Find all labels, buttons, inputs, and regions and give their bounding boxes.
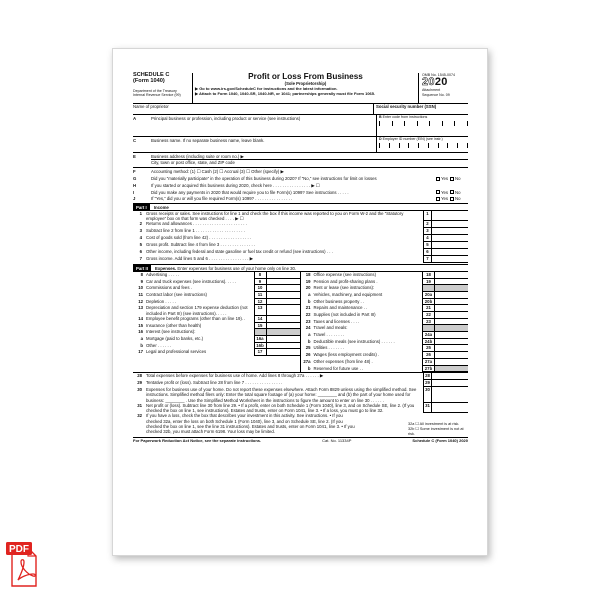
line-box-number: 25 — [422, 345, 435, 352]
line-number: 13 — [138, 305, 143, 311]
line-box-number: 15 — [254, 323, 267, 330]
yes-no-checkboxes — [436, 196, 468, 201]
amount-field[interactable] — [267, 323, 300, 330]
schedule-label: SCHEDULE C — [133, 72, 170, 78]
line-number: 20 — [305, 285, 311, 291]
line-description: Contract labor (see instructions) — [146, 291, 207, 297]
line-description: Expenses for business use of your home. Do not report these expenses elsewhere. Attach Form 8829 unless using the simplified method. See instructions. Simplified method filers only: Enter the total square footage of (a) your home: ________ and (b) the part of your home used for business: ________ . Use the Simplified Method Worksheet in the instructions to figure the amount to enter on line 30 . . . . . . — [146, 387, 417, 403]
line-description: Rent or lease (see instructions): — [313, 285, 375, 291]
total-line — [133, 380, 468, 387]
line-box-number: 8 — [254, 272, 267, 279]
part-2-label: Part II — [133, 265, 151, 271]
line-number: 17 — [138, 349, 143, 355]
question-text: Accounting method: (1) ☐ Cash (2) ☐ Accrual (3) ☐ Other (specify) ▶ — [151, 168, 284, 174]
line-description: Other expenses (from line 48) . — [313, 358, 373, 364]
line-number: 27a — [303, 358, 311, 364]
line-box-number: 1 — [423, 211, 432, 221]
line-a-b-row — [133, 115, 468, 137]
expense-line — [133, 316, 300, 323]
line-number: b — [307, 365, 311, 371]
income-line — [133, 211, 468, 221]
tax-form-page — [112, 48, 488, 556]
attachment-label: Attachment — [422, 88, 441, 93]
expense-line — [133, 292, 300, 299]
amount-field[interactable] — [267, 305, 300, 315]
instructions-line-2: ▶ Attach to Form 1040, 1040-SR, 1040-NR, or 1041; partnerships generally must file Form 1065. — [195, 91, 376, 97]
line-description: Other . . . . . . — [146, 342, 172, 348]
expense-line — [301, 285, 469, 292]
amount-field[interactable] — [267, 343, 300, 350]
question-key: F — [133, 168, 136, 174]
expenses-right-column — [301, 272, 469, 372]
line-description: If you have a loss, check the box that describes your investment in this activity. See instructions. • If you checked 32a, enter the loss on both Schedule 1 (Form 1040), line 3, and on Schedule SE, line 2. (If you checked the box on line 1, see the line 31 instructions). Estates and trusts, enter on Form 1041, line 3. • If you checked 32b, you must attach Form 6198. Your loss may be limited. — [146, 413, 355, 435]
line-number: 30 — [137, 387, 142, 393]
line-description: Deductible meals (see instructions) . . . . . . — [313, 338, 395, 344]
amount-field[interactable] — [435, 279, 468, 286]
line-box-number: 13 — [254, 305, 267, 315]
question-key: J — [133, 196, 136, 202]
expense-line — [133, 349, 300, 356]
part-1-lines — [133, 211, 468, 263]
amount-field[interactable] — [435, 339, 468, 346]
line-description: Total expenses before expenses for business use of home. Add lines 8 through 27a . . . . . . ▶ — [146, 373, 324, 379]
line-e-row — [133, 153, 468, 167]
pdf-file-icon[interactable] — [6, 540, 40, 588]
expense-line — [301, 292, 469, 299]
expense-line — [133, 299, 300, 306]
line-box-number: 11 — [254, 292, 267, 299]
form-header — [133, 73, 468, 104]
line-number: 24 — [305, 325, 311, 331]
line-number: 3 — [139, 228, 142, 234]
expense-line — [301, 332, 469, 339]
line-number: 26 — [305, 352, 311, 358]
no-checkbox[interactable]: No — [450, 196, 461, 201]
expense-line — [301, 339, 469, 346]
amount-field[interactable] — [432, 373, 468, 380]
line-description: Travel and meals: — [313, 325, 348, 331]
line-number: 25 — [305, 345, 311, 351]
line-c-d-row — [133, 137, 468, 153]
yes-checkbox[interactable]: Yes — [436, 176, 448, 181]
department-line-1: Department of the Treasury — [133, 88, 177, 93]
line-box-number: 20a — [422, 292, 435, 299]
amount-field[interactable] — [267, 279, 300, 286]
line-box-number: 18 — [422, 272, 435, 279]
line-description: Legal and professional services — [146, 349, 207, 355]
line-description: Gross receipts or sales. See instructions for line 1 and check the box if this income was reported to you on Form W-2 and the “Statutory employee” box on that form was checked . . . . ▶ ☐ — [146, 210, 404, 222]
line-description: Depreciation and section 179 expense deduction (not included in Part III) (see instructions). . . . . — [146, 305, 248, 316]
question-key: I — [133, 189, 135, 195]
line-box-number: 16a — [254, 336, 267, 343]
line-description: Wages (less employment credits) . — [313, 352, 380, 358]
question-row-j — [133, 196, 468, 203]
question-key: G — [133, 175, 137, 181]
no-checkbox[interactable]: No — [450, 176, 461, 181]
line-description: Taxes and licenses . . . . — [313, 318, 360, 324]
line-box-number — [422, 285, 435, 292]
line-box-number: 26 — [422, 352, 435, 359]
amount-field[interactable] — [267, 349, 300, 356]
tax-year: 2020 — [422, 76, 448, 89]
amount-field[interactable] — [435, 319, 468, 326]
line-box-number: 5 — [423, 242, 432, 249]
line-description: Returns and allowances . . . . . . . . . . . . . . . . . . . . . . . — [146, 221, 247, 227]
name-of-proprietor-field[interactable]: Name of proprietor — [133, 104, 374, 114]
line-number: 2 — [139, 221, 142, 227]
amount-field[interactable] — [435, 312, 468, 319]
footer-notice: For Paperwork Reduction Act Notice, see the separate instructions. — [133, 438, 262, 444]
department-line-2: Internal Revenue Service (99) — [133, 92, 181, 97]
footer-cat-number: Cat. No. 11334P — [322, 438, 352, 444]
line-32b-option[interactable]: 32b ☐ Some investment is not at risk. — [408, 426, 464, 436]
expense-line — [301, 279, 469, 286]
line-number: 10 — [138, 285, 143, 291]
part-1-header — [133, 203, 468, 211]
ssn-field[interactable]: Social security number (SSN) — [376, 104, 437, 109]
name-ssn-row — [133, 104, 468, 115]
question-text: If you started or acquired this business during 2020, check here . . . . . . . . . . . . . . . . ▶ ☐ — [151, 182, 320, 188]
line-number: 32 — [137, 413, 142, 419]
line-box-number: 23 — [422, 319, 435, 326]
line-box-number: 20b — [422, 299, 435, 306]
line-number: 18 — [305, 271, 311, 277]
part-2-title: Expenses. — [154, 265, 177, 271]
line-description: Repairs and maintenance . . — [313, 305, 368, 311]
amount-field — [435, 285, 468, 292]
line-number: 31 — [137, 402, 142, 408]
line-number: 9 — [140, 278, 143, 284]
amount-field[interactable] — [432, 211, 468, 221]
line-box-number: 12 — [254, 299, 267, 306]
line-description: Cost of goods sold (from line 42) . . . . . . . . . . . . . . . . . . — [146, 235, 252, 241]
expense-line — [301, 299, 469, 306]
line-description: Tentative profit or (loss). Subtract line 28 from line 7 . . . . . . . . . . . . . . . . — [146, 380, 283, 386]
amount-field[interactable] — [435, 352, 468, 359]
part-2-columns — [133, 272, 468, 372]
city-state-zip-field[interactable]: City, town or post office, state, and ZIP code — [151, 160, 235, 166]
amount-field[interactable] — [432, 387, 468, 403]
line-number: 29 — [137, 380, 142, 386]
amount-field[interactable] — [435, 292, 468, 299]
no-checkbox[interactable]: No — [450, 190, 461, 195]
line-c-key: C — [133, 138, 137, 143]
line-number: b — [140, 342, 143, 348]
form-label: (Form 1040) — [133, 77, 165, 84]
question-row-g — [133, 175, 468, 182]
line-number: b — [307, 338, 311, 344]
line-number: b — [307, 298, 311, 304]
line-description: Gross profit. Subtract line 4 from line 3 . . . . . . . . . . . . . . . — [146, 242, 256, 248]
line-description: Utilities . . . . . . . — [313, 345, 345, 351]
expense-line — [133, 305, 300, 315]
line-box-number: 21 — [422, 305, 435, 312]
pdf-badge-label: PDF — [9, 544, 29, 555]
question-row-i — [133, 189, 468, 196]
amount-field — [435, 366, 468, 373]
line-number: 19 — [305, 278, 311, 284]
income-line — [133, 235, 468, 242]
line-number: 21 — [305, 305, 311, 311]
line-box-number: 3 — [423, 228, 432, 235]
line-32a-option[interactable]: 32a ☐ All investment is at risk. — [408, 422, 460, 427]
line-box-number: 24b — [422, 339, 435, 346]
expense-line — [133, 343, 300, 350]
line-number: 4 — [139, 235, 142, 241]
line-number: a — [308, 291, 311, 297]
expense-line — [133, 336, 300, 343]
amount-field — [267, 329, 300, 336]
amount-field[interactable] — [432, 403, 468, 413]
line-box-number: 9 — [254, 279, 267, 286]
line-number: 15 — [138, 322, 143, 328]
line-number: 22 — [305, 312, 311, 318]
business-code-field[interactable]: B Enter code from instructions — [376, 115, 468, 136]
business-address-field[interactable]: Business address (including suite or room no.) ▶ — [151, 154, 468, 160]
amount-field[interactable] — [432, 235, 468, 242]
question-text: Did you “materially participate” in the operation of this business during 2020? If “No,” see instructions for limit on losses — [151, 175, 377, 181]
business-name-field[interactable]: Business name. If no separate business name, leave blank. — [151, 138, 265, 143]
amount-field[interactable] — [267, 272, 300, 279]
line-description: Supplies (not included in Part III) — [313, 312, 376, 318]
amount-field[interactable] — [432, 256, 468, 263]
form-subtitle: (Sole Proprietorship) — [284, 81, 327, 87]
amount-field[interactable] — [435, 305, 468, 312]
line-number: 1 — [139, 210, 142, 216]
expense-line — [133, 285, 300, 292]
amount-field[interactable] — [267, 299, 300, 306]
instructions-line-1: ▶ Go to www.irs.gov/ScheduleC for instructions and the latest information. — [195, 86, 338, 92]
line-description: Office expense (see instructions) — [313, 271, 376, 277]
total-line — [133, 387, 468, 403]
line-box-number: 17 — [254, 349, 267, 356]
total-line — [133, 373, 468, 380]
line-box-number — [422, 325, 435, 332]
line-description: Mortgage (paid to banks, etc.) — [146, 335, 204, 341]
principal-business-field[interactable]: Principal business or profession, including product or service (see instructions) — [151, 116, 301, 121]
form-title: Profit or Loss From Business — [248, 72, 363, 81]
part-1-title: Income — [153, 204, 169, 210]
amount-field[interactable] — [267, 316, 300, 323]
expense-line — [301, 325, 469, 332]
line-box-number — [254, 329, 267, 336]
amount-field[interactable] — [435, 345, 468, 352]
expense-line — [133, 329, 300, 336]
line-description: Commissions and fees . — [146, 285, 192, 291]
question-text: Did you make any payments in 2020 that would require you to file Form(s) 1099? See instructions . . . . . — [151, 189, 349, 195]
amount-field[interactable] — [432, 228, 468, 235]
line-number: 5 — [139, 242, 142, 248]
expense-line — [301, 359, 469, 366]
sequence-number: Sequence No. 09 — [422, 92, 450, 97]
omb-number: OMB No. 1545-0074 — [422, 73, 455, 77]
line-description: Travel . . . . . . . . — [313, 332, 345, 338]
part-1-label: Part I — [133, 204, 150, 210]
questions-f-j — [133, 167, 468, 202]
line-description: Interest (see instructions): — [146, 329, 196, 335]
amount-field[interactable] — [435, 359, 468, 366]
line-number: 14 — [138, 315, 143, 321]
line-description: Insurance (other than health) — [146, 322, 202, 328]
expense-line — [301, 366, 469, 373]
line-box-number: 10 — [254, 285, 267, 292]
line-description: Vehicles, machinery, and equipment — [313, 291, 383, 297]
question-row-f — [133, 168, 468, 175]
line-box-number: 24a — [422, 332, 435, 339]
amount-field — [435, 325, 468, 332]
expense-line — [301, 319, 469, 326]
income-line — [133, 221, 468, 228]
line-box-number: 19 — [422, 279, 435, 286]
line-box-number: 29 — [423, 380, 432, 387]
form-footer — [133, 437, 468, 444]
line-description: Reserved for future use . . — [313, 365, 364, 371]
line-number: 28 — [137, 373, 142, 379]
line-box-number: 14 — [254, 316, 267, 323]
yes-checkbox[interactable]: Yes — [436, 190, 448, 195]
question-text: If “Yes,” did you or will you file required Form(s) 1099? . . . . . . . . . . . . . . . . — [151, 196, 293, 202]
amount-field[interactable] — [267, 285, 300, 292]
expense-line — [301, 345, 469, 352]
line-box-number: 16b — [254, 343, 267, 350]
amount-field[interactable] — [435, 272, 468, 279]
line-box-number: 22 — [422, 312, 435, 319]
line-number: 23 — [305, 318, 311, 324]
line-description: Other income, including federal and state gasoline or fuel tax credit or refund (see instructions) . . . — [146, 249, 333, 255]
expense-line — [133, 279, 300, 286]
line-box-number: 27a — [422, 359, 435, 366]
line-description: Pension and profit-sharing plans . — [313, 278, 378, 284]
business-address-block — [151, 153, 468, 167]
part-2-subtitle: Enter expenses for business use of your home only on line 30. — [177, 265, 297, 271]
line-description: Subtract line 2 from line 1 . . . . . . . . . . . . . . . . . . . . . — [146, 228, 245, 234]
line-box-number: 7 — [423, 256, 432, 263]
total-line — [133, 403, 468, 413]
expense-line — [301, 305, 469, 312]
yes-no-checkboxes — [436, 190, 468, 195]
amount-field[interactable] — [435, 299, 468, 306]
expense-line — [301, 312, 469, 319]
line-description: Depletion . . . . . — [146, 298, 177, 304]
expense-line — [133, 272, 300, 279]
expenses-left-column — [133, 272, 301, 372]
line-number: a — [308, 332, 311, 338]
line-box-number: 2 — [423, 221, 432, 228]
line-number: 6 — [139, 249, 142, 255]
line-number: 11 — [138, 291, 143, 297]
amount-field[interactable] — [435, 332, 468, 339]
line-number: 16 — [138, 329, 143, 335]
amount-field[interactable] — [432, 380, 468, 387]
yes-checkbox[interactable]: Yes — [436, 196, 448, 201]
line-box-number: 27b — [422, 366, 435, 373]
income-line — [133, 242, 468, 249]
line-description: Gross income. Add lines 5 and 6 . . . . . . . . . . . . . . . . . ▶ — [146, 256, 253, 262]
line-description: Car and truck expenses (see instructions). . . . . — [146, 278, 237, 284]
line-e-key: E — [133, 154, 136, 159]
line-description: Employee benefit programs (other than on line 19). . — [146, 315, 246, 321]
amount-field[interactable] — [267, 336, 300, 343]
expense-line — [301, 272, 469, 279]
question-key: H — [133, 182, 137, 188]
yes-no-checkboxes — [436, 176, 468, 181]
amount-field[interactable] — [432, 249, 468, 256]
amount-field[interactable] — [267, 292, 300, 299]
line-box-number: 6 — [423, 249, 432, 256]
income-line — [133, 249, 468, 256]
line-number: 12 — [138, 298, 143, 304]
line-a-key: A — [133, 116, 137, 121]
income-line — [133, 228, 468, 235]
footer-form-id: Schedule C (Form 1040) 2020 — [412, 438, 468, 444]
line-box-number: 30 — [423, 387, 432, 403]
line-number: a — [140, 335, 143, 341]
expense-line — [301, 352, 469, 359]
line-box-number: 28 — [423, 373, 432, 380]
line-description: Net profit or (loss). Subtract line 30 from line 29. • If a profit, enter on both Schedule 1 (Form 1040), line 3, and on Schedule SE, line 2. (If you checked the box on line 1, see instructions). Estates and trusts, enter on Form 1041, line 3. • If a loss, you must go to line 32. — [146, 402, 415, 414]
line-number: 7 — [139, 256, 142, 262]
line-description: Advertising . . . . . — [146, 271, 180, 277]
ein-field[interactable]: D Employer ID number (EIN) (see instr.) — [376, 137, 468, 152]
question-row-h — [133, 182, 468, 189]
line-description: Other business property . . — [313, 298, 365, 304]
line-box-number: 4 — [423, 235, 432, 242]
amount-field[interactable] — [432, 242, 468, 249]
amount-field[interactable] — [432, 221, 468, 228]
expense-line — [133, 323, 300, 330]
line-box-number: 31 — [423, 403, 432, 413]
line-number: 8 — [140, 271, 143, 277]
income-line — [133, 256, 468, 263]
part-2-header — [133, 264, 468, 272]
